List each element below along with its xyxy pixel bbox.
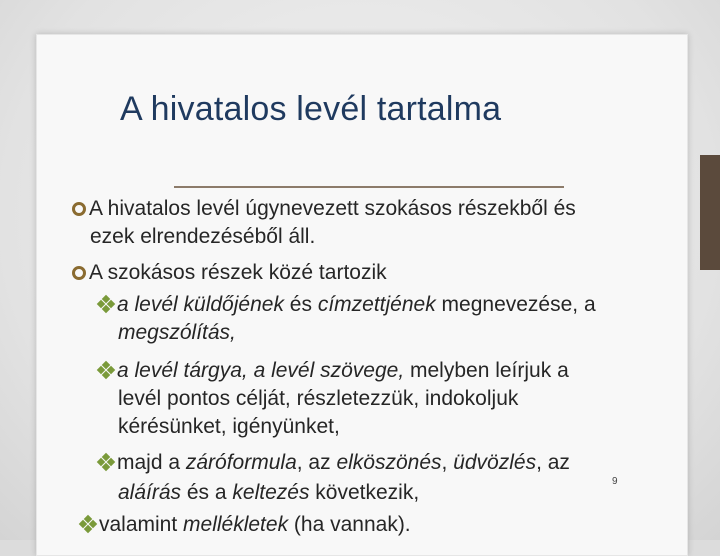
- sub-bullet-2-text: levél pontos célját, részletezzük, indokoljuk: [118, 387, 519, 410]
- sub-bullet-2-continuation: [118, 384, 518, 414]
- sub-bullet-3-text: elköszönés: [336, 451, 442, 474]
- diamond-bullet-icon: [80, 516, 96, 532]
- sub-bullet-3-text: és a: [181, 481, 233, 504]
- sub-bullet-4: [80, 510, 411, 540]
- bullet-1: [72, 194, 576, 224]
- sub-bullet-1: [98, 290, 596, 320]
- sub-bullet-3-text: keltezés: [232, 481, 310, 504]
- sub-bullet-3-text: ,: [441, 451, 454, 474]
- sub-bullet-2-text: melyben leírjuk a: [404, 359, 569, 382]
- sub-bullet-1-text: címzettjének: [317, 293, 436, 316]
- sub-bullet-1-text: megnevezése, a: [435, 293, 596, 316]
- bullet-2-line-1: A szokásos részek közé tartozik: [89, 261, 387, 284]
- sub-bullet-3-text: , az: [296, 451, 337, 474]
- sub-bullet-3-text: üdvözlés: [453, 451, 537, 474]
- circle-bullet-icon: [72, 202, 86, 216]
- sub-bullet-2-text: kérésünket, igényünket,: [118, 415, 340, 438]
- sub-bullet-1-text: és: [283, 293, 318, 316]
- sub-bullet-3-text: , az: [536, 451, 570, 474]
- circle-bullet-icon: [72, 266, 86, 280]
- sub-bullet-3-text: majd a: [117, 451, 186, 474]
- sub-bullet-4-text: valamint: [99, 513, 184, 536]
- side-accent-tab: [700, 155, 720, 270]
- sub-bullet-2-continuation: [118, 412, 340, 442]
- bullet-1-line-2: ezek elrendezéséből áll.: [90, 225, 316, 248]
- page-number: 9: [612, 476, 618, 487]
- bullet-1-line-1: A hivatalos levél úgynevezett szokásos részekből és: [89, 197, 576, 220]
- bullet-1-continuation: [90, 222, 315, 252]
- diamond-bullet-icon: [98, 454, 114, 470]
- sub-bullet-4-text: mellékletek: [183, 513, 289, 536]
- sub-bullet-3-text: következik,: [309, 481, 420, 504]
- sub-bullet-1-text: a levél küldőjének: [117, 293, 284, 316]
- sub-bullet-2-text: a levél tárgya, a levél szövege,: [117, 359, 405, 382]
- diamond-bullet-icon: [98, 296, 114, 312]
- sub-bullet-3-text: aláírás: [118, 481, 182, 504]
- slide-title: A hivatalos levél tartalma: [120, 90, 502, 128]
- sub-bullet-3: [98, 448, 570, 478]
- diamond-bullet-icon: [98, 362, 114, 378]
- sub-bullet-3-text: záróformula: [185, 451, 297, 474]
- sub-bullet-4-text: (ha vannak).: [288, 513, 411, 536]
- bullet-2: [72, 258, 387, 288]
- title-underline: [174, 186, 564, 188]
- sub-bullet-3-continuation: [118, 478, 419, 508]
- sub-bullet-1-continuation: [118, 318, 236, 348]
- sub-bullet-1-text: megszólítás,: [118, 321, 236, 344]
- sub-bullet-2: [98, 356, 569, 386]
